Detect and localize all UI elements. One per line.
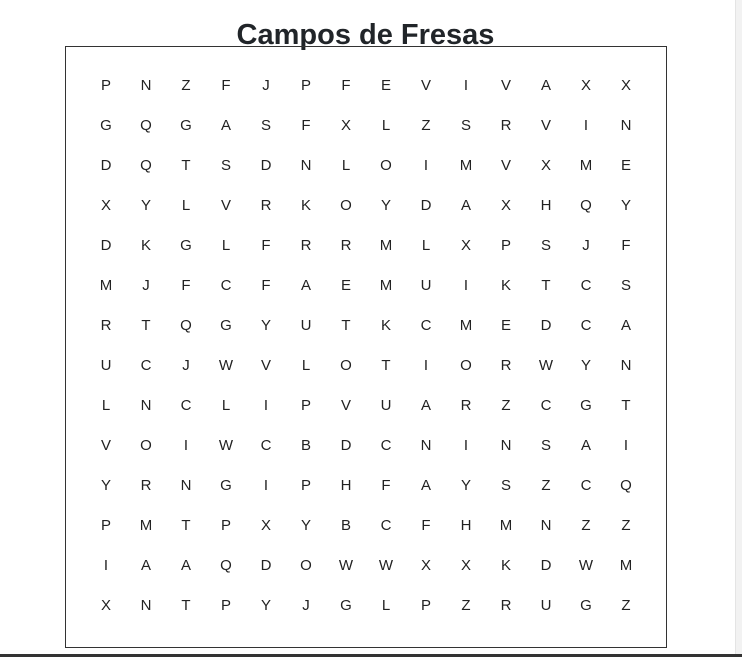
grid-letter-r3-c1[interactable]: D [100, 157, 112, 174]
grid-letter-r4-c12[interactable]: H [540, 197, 552, 214]
grid-letter-r4-c13[interactable]: Q [580, 197, 592, 214]
grid-letter-r4-c8[interactable]: Y [380, 197, 391, 214]
grid-letter-r2-c12[interactable]: V [540, 117, 551, 134]
grid-letter-r7-c5[interactable]: Y [260, 317, 271, 334]
grid-letter-r7-c14[interactable]: A [620, 317, 631, 334]
grid-letter-r11-c11[interactable]: S [500, 477, 511, 494]
grid-letter-r1-c9[interactable]: V [420, 77, 431, 94]
grid-letter-r8-c4[interactable]: W [218, 357, 234, 374]
grid-letter-r14-c8[interactable]: L [381, 597, 391, 614]
grid-letter-r7-c6[interactable]: U [300, 317, 312, 334]
grid-letter-r8-c3[interactable]: J [182, 357, 190, 374]
grid-letter-r2-c3[interactable]: G [180, 117, 192, 134]
grid-letter-r11-c2[interactable]: R [140, 477, 152, 494]
grid-letter-r11-c12[interactable]: Z [541, 477, 551, 494]
grid-letter-r9-c11[interactable]: Z [501, 397, 511, 414]
window-edge [735, 0, 742, 657]
grid-letter-r7-c11[interactable]: E [500, 317, 511, 334]
grid-letter-r4-c10[interactable]: A [460, 197, 471, 214]
grid-letter-r9-c3[interactable]: C [180, 397, 192, 414]
grid-letter-r9-c1[interactable]: L [101, 397, 111, 414]
grid-letter-r5-c6[interactable]: R [300, 237, 312, 254]
grid-letter-r2-c10[interactable]: S [460, 117, 471, 134]
grid-letter-r5-c1[interactable]: D [100, 237, 112, 254]
grid-letter-r1-c7[interactable]: F [341, 77, 351, 94]
grid-letter-r8-c5[interactable]: V [260, 357, 271, 374]
grid-letter-r3-c9[interactable]: I [423, 157, 429, 174]
grid-letter-r9-c14[interactable]: T [621, 397, 631, 414]
grid-letter-r6-c1[interactable]: M [99, 277, 113, 294]
grid-letter-r12-c2[interactable]: M [139, 517, 153, 534]
grid-letter-r9-c12[interactable]: C [540, 397, 552, 414]
grid-letter-r3-c10[interactable]: M [459, 157, 473, 174]
grid-letter-r12-c3[interactable]: T [181, 517, 191, 534]
grid-letter-r14-c13[interactable]: G [580, 597, 592, 614]
grid-letter-r6-c8[interactable]: M [379, 277, 393, 294]
grid-letter-r5-c13[interactable]: J [582, 237, 590, 254]
grid-letter-r2-c9[interactable]: Z [421, 117, 431, 134]
grid-letter-r10-c1[interactable]: V [100, 437, 111, 454]
grid-letter-r3-c5[interactable]: D [260, 157, 272, 174]
grid-letter-r9-c9[interactable]: A [420, 397, 431, 414]
grid-letter-r1-c1[interactable]: P [100, 77, 111, 94]
grid-letter-r5-c8[interactable]: M [379, 237, 393, 254]
grid-letter-r11-c14[interactable]: Q [620, 477, 632, 494]
grid-letter-r7-c4[interactable]: G [220, 317, 232, 334]
grid-letter-r6-c10[interactable]: I [463, 277, 469, 294]
grid-letter-r1-c13[interactable]: X [580, 77, 591, 94]
grid-letter-r3-c13[interactable]: M [579, 157, 593, 174]
grid-letter-r12-c7[interactable]: B [340, 517, 351, 534]
grid-letter-r1-c8[interactable]: E [380, 77, 391, 94]
grid-letter-r1-c14[interactable]: X [620, 77, 631, 94]
grid-letter-r2-c6[interactable]: F [301, 117, 311, 134]
grid-letter-r4-c11[interactable]: X [500, 197, 511, 214]
grid-letter-r2-c4[interactable]: A [220, 117, 231, 134]
grid-letter-r13-c5[interactable]: D [260, 557, 272, 574]
grid-letter-r3-c3[interactable]: T [181, 157, 191, 174]
grid-letter-r3-c2[interactable]: Q [140, 157, 152, 174]
grid-letter-r7-c8[interactable]: K [380, 317, 391, 334]
grid-letter-r11-c7[interactable]: H [340, 477, 352, 494]
grid-letter-r10-c5[interactable]: C [260, 437, 272, 454]
grid-letter-r10-c7[interactable]: D [340, 437, 352, 454]
grid-letter-r14-c10[interactable]: Z [461, 597, 471, 614]
grid-letter-r2-c7[interactable]: X [340, 117, 351, 134]
grid-letter-r9-c5[interactable]: I [263, 397, 269, 414]
grid-letter-r14-c9[interactable]: P [420, 597, 431, 614]
grid-letter-r10-c14[interactable]: I [623, 437, 629, 454]
grid-letter-r1-c4[interactable]: F [221, 77, 231, 94]
grid-letter-r12-c9[interactable]: F [421, 517, 431, 534]
grid-letter-r10-c10[interactable]: I [463, 437, 469, 454]
grid-letter-r12-c8[interactable]: C [380, 517, 392, 534]
grid-letter-r3-c6[interactable]: N [300, 157, 312, 174]
grid-letter-r8-c10[interactable]: O [460, 357, 472, 374]
grid-letter-r13-c6[interactable]: O [300, 557, 312, 574]
grid-letter-r11-c13[interactable]: C [580, 477, 592, 494]
grid-letter-r11-c5[interactable]: I [263, 477, 269, 494]
grid-letter-r4-c9[interactable]: D [420, 197, 432, 214]
grid-letter-r4-c1[interactable]: X [100, 197, 111, 214]
grid-letter-r5-c7[interactable]: R [340, 237, 352, 254]
grid-letter-r2-c13[interactable]: I [583, 117, 589, 134]
grid-letter-r10-c4[interactable]: W [218, 437, 234, 454]
grid-letter-r10-c2[interactable]: O [140, 437, 152, 454]
grid-letter-r8-c11[interactable]: R [500, 357, 512, 374]
grid-letter-r12-c14[interactable]: Z [621, 517, 631, 534]
grid-letter-r14-c7[interactable]: G [340, 597, 352, 614]
grid-letter-r14-c5[interactable]: Y [260, 597, 271, 614]
grid-letter-r5-c10[interactable]: X [460, 237, 471, 254]
grid-letter-r12-c13[interactable]: Z [581, 517, 591, 534]
grid-letter-r2-c11[interactable]: R [500, 117, 512, 134]
grid-letter-r5-c3[interactable]: G [180, 237, 192, 254]
grid-letter-r8-c9[interactable]: I [423, 357, 429, 374]
grid-letter-r5-c2[interactable]: K [140, 237, 151, 254]
grid-letter-r2-c1[interactable]: G [100, 117, 112, 134]
grid-letter-r9-c2[interactable]: N [140, 397, 152, 414]
grid-letter-r11-c9[interactable]: A [420, 477, 431, 494]
grid-letter-r4-c5[interactable]: R [260, 197, 272, 214]
grid-letter-r1-c3[interactable]: Z [181, 77, 191, 94]
grid-letter-r13-c7[interactable]: W [338, 557, 354, 574]
grid-letter-r10-c8[interactable]: C [380, 437, 392, 454]
grid-letter-r7-c7[interactable]: T [341, 317, 351, 334]
grid-letter-r13-c12[interactable]: D [540, 557, 552, 574]
grid-letter-r10-c9[interactable]: N [420, 437, 432, 454]
grid-letter-r3-c7[interactable]: L [341, 157, 351, 174]
grid-letter-r13-c1[interactable]: I [103, 557, 109, 574]
grid-letter-r11-c4[interactable]: G [220, 477, 232, 494]
grid-letter-r8-c6[interactable]: L [301, 357, 311, 374]
grid-letter-r13-c8[interactable]: W [378, 557, 394, 574]
grid-letter-r12-c4[interactable]: P [220, 517, 231, 534]
grid-letter-r11-c6[interactable]: P [300, 477, 311, 494]
grid-letter-r5-c9[interactable]: L [421, 237, 431, 254]
grid-letter-r12-c10[interactable]: H [460, 517, 472, 534]
grid-letter-r1-c12[interactable]: A [540, 77, 551, 94]
grid-letter-r14-c14[interactable]: Z [621, 597, 631, 614]
grid-letter-r7-c10[interactable]: M [459, 317, 473, 334]
grid-letter-r6-c6[interactable]: A [300, 277, 311, 294]
grid-letter-r13-c13[interactable]: W [578, 557, 594, 574]
grid-letter-r12-c1[interactable]: P [100, 517, 111, 534]
grid-letter-r1-c5[interactable]: J [262, 77, 270, 94]
grid-letter-r9-c6[interactable]: P [300, 397, 311, 414]
grid-letter-r7-c3[interactable]: Q [180, 317, 192, 334]
page-title: Campos de Fresas [236, 19, 495, 52]
grid-letter-r1-c11[interactable]: V [500, 77, 511, 94]
grid-letter-r14-c12[interactable]: U [540, 597, 552, 614]
grid-letter-r8-c8[interactable]: T [381, 357, 391, 374]
grid-letter-r6-c12[interactable]: T [541, 277, 551, 294]
grid-letter-r5-c5[interactable]: F [261, 237, 271, 254]
grid-letter-r3-c12[interactable]: X [540, 157, 551, 174]
grid-letter-r8-c14[interactable]: N [620, 357, 632, 374]
grid-letter-r9-c13[interactable]: G [580, 397, 592, 414]
grid-letter-r14-c4[interactable]: P [220, 597, 231, 614]
grid-letter-r10-c12[interactable]: S [540, 437, 551, 454]
grid-letter-r8-c7[interactable]: O [340, 357, 352, 374]
grid-letter-r14-c1[interactable]: X [100, 597, 111, 614]
grid-letter-r10-c11[interactable]: N [500, 437, 512, 454]
grid-letter-r1-c6[interactable]: P [300, 77, 311, 94]
grid-letter-r7-c1[interactable]: R [100, 317, 112, 334]
grid-letter-r6-c13[interactable]: C [580, 277, 592, 294]
grid-letter-r2-c8[interactable]: L [381, 117, 391, 134]
grid-letter-r8-c12[interactable]: W [538, 357, 554, 374]
grid-letter-r2-c14[interactable]: N [620, 117, 632, 134]
grid-letter-r7-c13[interactable]: C [580, 317, 592, 334]
grid-letter-r12-c12[interactable]: N [540, 517, 552, 534]
grid-letter-r7-c9[interactable]: C [420, 317, 432, 334]
grid-letter-r6-c2[interactable]: J [142, 277, 150, 294]
grid-letter-r3-c8[interactable]: O [380, 157, 392, 174]
grid-letter-r3-c14[interactable]: E [620, 157, 631, 174]
grid-letter-r5-c4[interactable]: L [221, 237, 231, 254]
grid-letter-r8-c13[interactable]: Y [580, 357, 591, 374]
grid-letter-r12-c6[interactable]: Y [300, 517, 311, 534]
grid-letter-r12-c11[interactable]: M [499, 517, 513, 534]
grid-letter-r6-c9[interactable]: U [420, 277, 432, 294]
grid-letter-r9-c10[interactable]: R [460, 397, 472, 414]
grid-letter-r11-c10[interactable]: Y [460, 477, 471, 494]
grid-letter-r6-c4[interactable]: C [220, 277, 232, 294]
grid-letter-r11-c8[interactable]: F [381, 477, 391, 494]
grid-letter-r13-c4[interactable]: Q [220, 557, 232, 574]
grid-letter-r4-c3[interactable]: L [181, 197, 191, 214]
grid-letter-r8-c1[interactable]: U [100, 357, 112, 374]
grid-letter-r10-c13[interactable]: A [580, 437, 591, 454]
grid-letter-r14-c6[interactable]: J [302, 597, 310, 614]
grid-letter-r6-c5[interactable]: F [261, 277, 271, 294]
grid-letter-r13-c10[interactable]: X [460, 557, 471, 574]
grid-letter-r13-c3[interactable]: A [180, 557, 191, 574]
grid-letter-r5-c14[interactable]: F [621, 237, 631, 254]
grid-letter-r5-c12[interactable]: S [540, 237, 551, 254]
grid-letter-r13-c11[interactable]: K [500, 557, 511, 574]
grid-letter-r9-c4[interactable]: L [221, 397, 231, 414]
grid-letter-r6-c3[interactable]: F [181, 277, 191, 294]
grid-letter-r4-c2[interactable]: Y [140, 197, 151, 214]
grid-letter-r14-c2[interactable]: N [140, 597, 152, 614]
grid-letter-r14-c3[interactable]: T [181, 597, 191, 614]
grid-letter-r6-c11[interactable]: K [500, 277, 511, 294]
word-search-grid [65, 46, 667, 648]
grid-letter-r7-c12[interactable]: D [540, 317, 552, 334]
grid-letter-r9-c8[interactable]: U [380, 397, 392, 414]
grid-letter-r2-c5[interactable]: S [260, 117, 271, 134]
grid-letter-r3-c4[interactable]: S [220, 157, 231, 174]
grid-letter-r8-c2[interactable]: C [140, 357, 152, 374]
grid-letter-r9-c7[interactable]: V [340, 397, 351, 414]
grid-letter-r2-c2[interactable]: Q [140, 117, 152, 134]
grid-letter-r13-c2[interactable]: A [140, 557, 151, 574]
grid-letter-r1-c10[interactable]: I [463, 77, 469, 94]
grid-letter-r6-c7[interactable]: E [340, 277, 351, 294]
grid-letter-r10-c3[interactable]: I [183, 437, 189, 454]
grid-letter-r14-c11[interactable]: R [500, 597, 512, 614]
grid-letter-r7-c2[interactable]: T [141, 317, 151, 334]
grid-letter-r4-c6[interactable]: K [300, 197, 311, 214]
grid-letter-r1-c2[interactable]: N [140, 77, 152, 94]
grid-letter-r3-c11[interactable]: V [500, 157, 511, 174]
grid-letter-r11-c1[interactable]: Y [100, 477, 111, 494]
grid-letter-r12-c5[interactable]: X [260, 517, 271, 534]
grid-letter-r13-c9[interactable]: X [420, 557, 431, 574]
grid-letter-r4-c7[interactable]: O [340, 197, 352, 214]
grid-letter-r11-c3[interactable]: N [180, 477, 192, 494]
grid-letter-r13-c14[interactable]: M [619, 557, 633, 574]
grid-letter-r10-c6[interactable]: B [300, 437, 311, 454]
grid-letter-r5-c11[interactable]: P [500, 237, 511, 254]
grid-letter-r6-c14[interactable]: S [620, 277, 631, 294]
grid-letter-r4-c14[interactable]: Y [620, 197, 631, 214]
grid-letter-r4-c4[interactable]: V [220, 197, 231, 214]
